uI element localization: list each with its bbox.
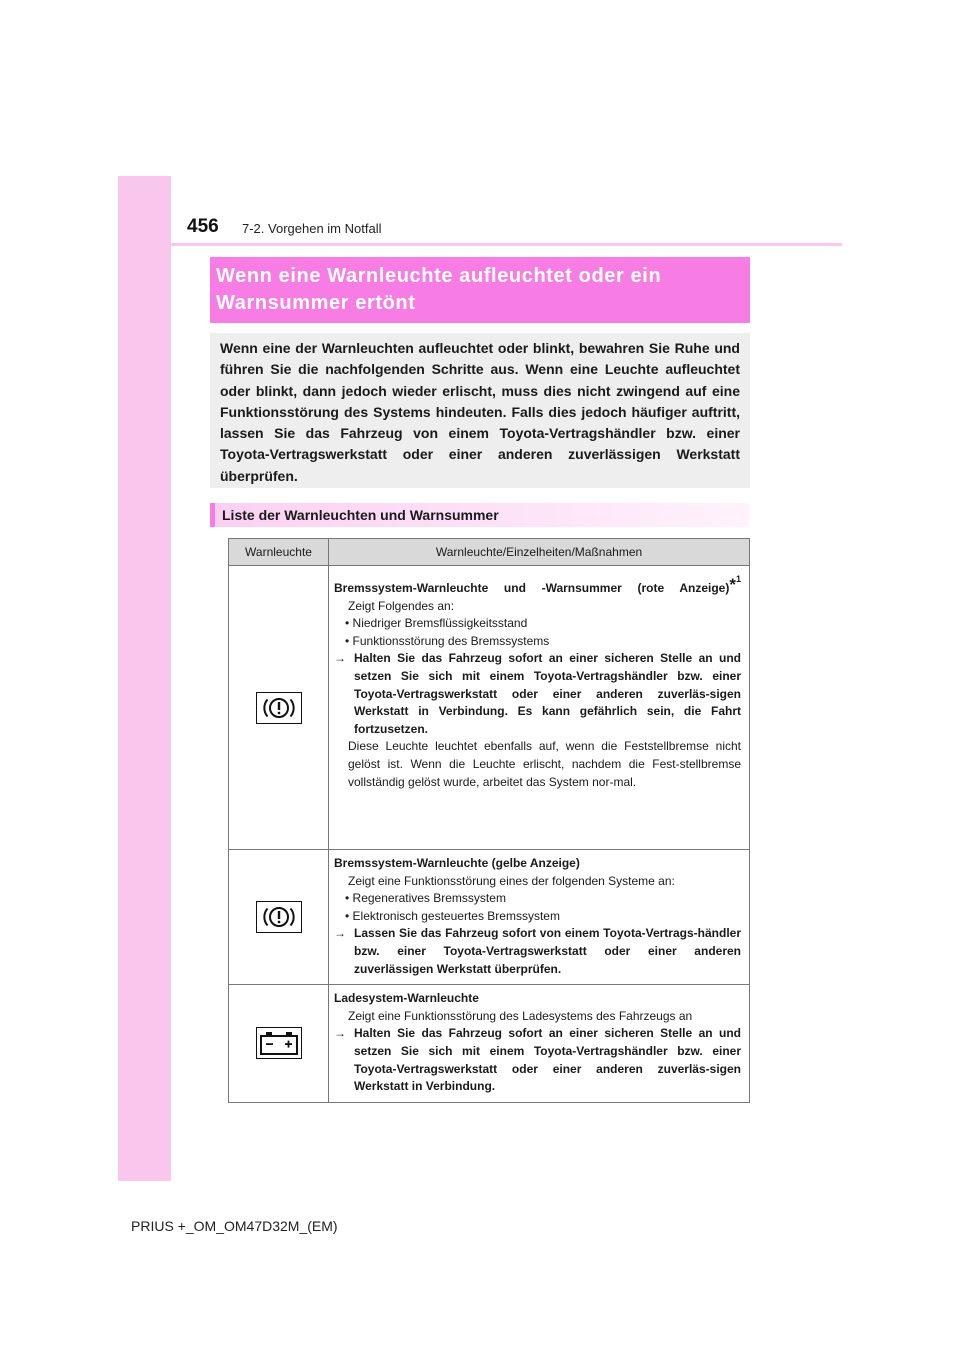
icon-cell xyxy=(229,850,329,985)
list-item: • Niedriger Bremsflüssigkeitsstand xyxy=(345,616,528,631)
brake-warning-icon xyxy=(256,692,302,724)
list-item: • Elektronisch gesteuertes Bremssystem xyxy=(345,908,560,923)
table-header-row xyxy=(229,539,750,566)
entry-lead: Zeigt eine Funktionsstörung des Ladesystems des Fahrzeugs an xyxy=(348,1008,693,1023)
icon-cell xyxy=(229,985,329,1103)
entry-action: → Lassen Sie das Fahrzeug sofort von einem Toyota-Vertrags-händler bzw. einer Toyota-Vertragswerkstatt oder einer anderen zuverlässigen Werkstatt überprüfen. xyxy=(334,926,741,976)
entry-lead: Zeigt Folgendes an: xyxy=(348,598,455,613)
entry-title: Bremssystem-Warnleuchte (gelbe Anzeige) xyxy=(334,856,580,870)
side-strip xyxy=(118,176,171,1181)
description-cell xyxy=(329,985,750,1103)
subheading: Liste der Warnleuchten und Warnsummer xyxy=(222,507,499,523)
description-cell xyxy=(329,850,750,985)
arrow-right-icon: → xyxy=(334,651,346,666)
page-title: Wenn eine Warnleuchte aufleuchtet oder ein Warnsummer ertönt xyxy=(216,265,662,314)
warning-table xyxy=(228,538,750,1103)
table-row xyxy=(229,985,750,1103)
title-banner xyxy=(210,257,750,323)
column-header: Warnleuchte/Einzelheiten/Maßnahmen xyxy=(329,539,750,566)
footer-doc-code: PRIUS +_OM_OM47D32M_(EM) xyxy=(131,1218,338,1234)
entry-action: → Halten Sie das Fahrzeug sofort an einer sicheren Stelle an und setzen Sie sich mit einem Toyota-Vertragshändler bzw. einer Toyota-Vertragswerkstatt oder einer anderen zuverläs-sigen Werkstatt in Verbindung. xyxy=(334,1026,741,1094)
entry-lead: Zeigt eine Funktionsstörung eines der folgenden Systeme an: xyxy=(348,873,675,888)
page-number: 456 xyxy=(187,216,219,237)
entry-action: → Halten Sie das Fahrzeug sofort an einer sicheren Stelle an und setzen Sie sich mit einem Toyota-Vertragshändler bzw. einer Toyota-Vertragswerkstatt oder einer anderen zuverläs-sigen Werkstatt in Verbindung. Es kann gefährlich sein, die Fahrt fortzusetzen. xyxy=(334,651,741,736)
description-cell xyxy=(329,566,750,850)
table-row xyxy=(229,850,750,985)
subheading-bar xyxy=(210,503,750,527)
column-header: Warnleuchte xyxy=(229,539,329,566)
arrow-right-icon: → xyxy=(334,1026,346,1041)
brake-warning-icon xyxy=(256,901,302,933)
arrow-right-icon: → xyxy=(334,926,346,941)
entry-note: Diese Leuchte leuchtet ebenfalls auf, wenn die Feststellbremse nicht gelöst ist. Wenn die Leuchte erlischt, nachdem die Fest-stellbremse vollständig gelöst wurde, arbeitet das System nor-mal. xyxy=(348,739,741,789)
intro-box xyxy=(210,333,750,488)
battery-icon xyxy=(256,1027,302,1059)
intro-text: Wenn eine der Warnleuchten aufleuchtet oder blinkt, bewahren Sie Ruhe und führen Sie die nachfolgenden Schritte aus. Wenn eine Leuchte aufleuchtet oder blinkt, dann jedoch wieder erlischt, muss dies nicht zwingend auf eine Funktionsstörung des Systems hindeuten. Falls dies jedoch häufiger auftritt, lassen Sie das Fahrzeug von einem Toyota-Vertragshändler bzw. einer Toyota-Vertragswerkstatt oder einer anderen zuverlässigen Werkstatt überprüfen. xyxy=(220,340,740,484)
entry-title: Bremssystem-Warnleuchte und -Warnsummer (rote Anzeige)$^{*^1}$ xyxy=(334,574,741,595)
section-label: 7-2. Vorgehen im Notfall xyxy=(242,221,382,236)
list-item: • Regeneratives Bremssystem xyxy=(345,891,506,906)
icon-cell xyxy=(229,566,329,850)
table-row xyxy=(229,566,750,850)
header-rule xyxy=(118,243,842,246)
entry-title: Ladesystem-Warnleuchte xyxy=(334,991,479,1006)
list-item: • Funktionsstörung des Bremssystems xyxy=(345,633,550,648)
